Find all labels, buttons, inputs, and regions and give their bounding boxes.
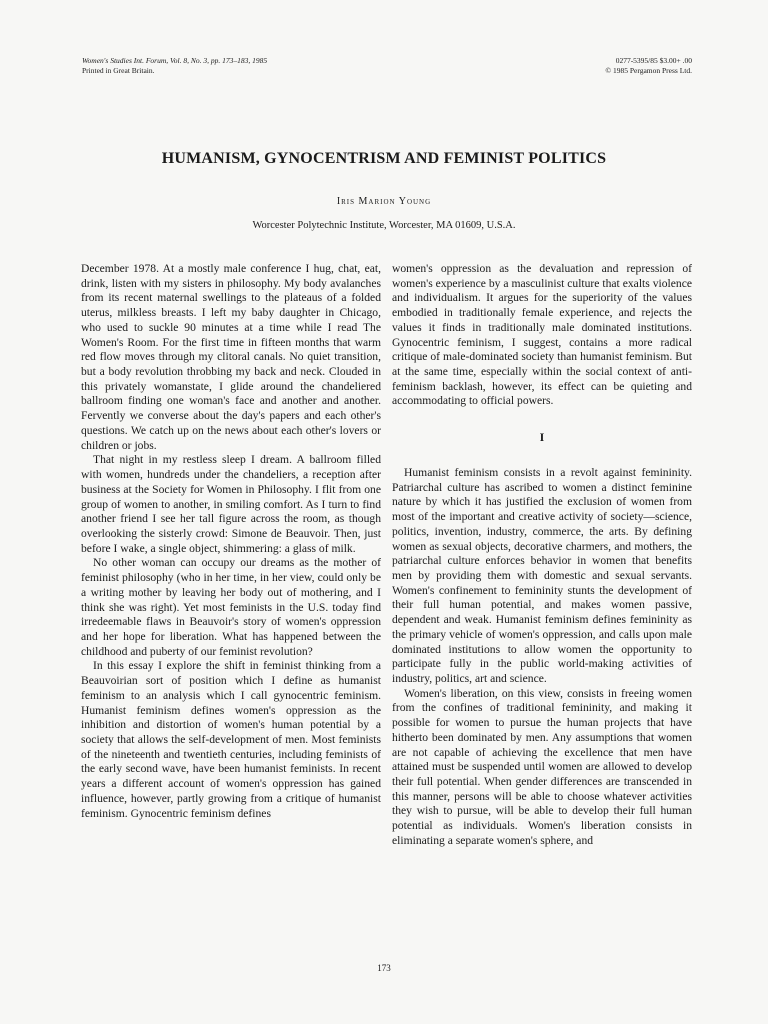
paragraph: women's oppression as the devaluation and repression of women's experience by a masculinist culture that exalts violence and individualism. It argues for the superiority of the values embodied in traditionally female experience, and rejects the values it finds in traditionally male dominated institutions. Gynocentric feminism, I suggest, contains a more radical critique of male-dominated society than humanist feminism. But at the same time, especially within the social context of anti-feminism backlash, however, its effect can be quieting and accommodating to official powers. — [392, 262, 692, 408]
right-column — [392, 262, 692, 849]
journal-header — [82, 56, 267, 76]
section-heading: I — [539, 430, 545, 445]
copyright-header — [605, 56, 692, 76]
journal-citation: Women's Studies Int. Forum, Vol. 8, No. 3, pp. 173–183, 1985 — [82, 56, 268, 65]
copyright-notice: © 1985 Pergamon Press Ltd. — [605, 66, 692, 75]
left-column — [81, 262, 381, 821]
paragraph: That night in my restless sleep I dream. A ballroom filled with women, hundreds under the chandeliers, a reception after business at the Society for Women in Philosophy. I flit from one group of women to another, in smiling comfort. As I turn to find another friend I see her tall figure across the room, as though overlooking the sisterly crowd: Simone de Beauvoir. Then, just before I wake, a single object, shimmering: a glass of milk. — [81, 453, 381, 555]
paragraph: Women's liberation, on this view, consists in freeing women from the confines of traditional femininity, and making it possible for women to pursue the human projects that have hitherto been dominated by men. Any assumptions that women are not capable of achieving the excellence that men have attained must be suspended until women are allowed to develop their full potential. When gender differences are transcended in this manner, persons will be able to choose whatever activities they wish to pursue, will be able to develop their full human potential as individuals. Women's liberation consists in eliminating a separate women's sphere, and — [392, 686, 692, 847]
issn-code: 0277-5395/85 $3.00+ .00 — [615, 56, 692, 65]
paragraph: No other woman can occupy our dreams as the mother of feminist philosophy (who in her time, in her view, could only be a writing mother by leaving her body out of mothering, and I think she was right). Yet most feminists in the U.S. today find irredeemable flaws in Beauvoir's story of women's oppression and her hope for liberation. What has happened between the childhood and puberty of our feminist revolution? — [81, 556, 381, 658]
printed-in: Printed in Great Britain. — [82, 66, 155, 75]
article-author: Iris Marion Young — [336, 196, 432, 207]
paragraph: Humanist feminism consists in a revolt against femininity. Patriarchal culture has ascribed to women a distinct feminine nature by which it has justified the exclusion of women from most of the important and creative activity of society—science, politics, invention, industry, commerce, the arts. By defining women as sexual objects, decorative charmers, and mothers, the patriarchal culture enforces behavior in women that benefits men by providing them with domestic and sexual servants. Women's confinement to femininity stunts the development of their full human potential, and makes women passive, dependent and weak. Humanist feminism defines femininity as the primary vehicle of women's oppression, and calls upon male dominated institutions to allow women the opportunity to participate fully in the public world-making activities of industry, politics, art and science. — [392, 465, 692, 685]
paragraph: December 1978. At a mostly male conference I hug, chat, eat, drink, listen with my sisters in philosophy. My body avalanches from its recent maternal swellings to the plateaus of a folded uterus, milkless breasts. I left my baby daughter in Chicago, who used to suckle 90 minutes at a time while I read The Women's Room. For the first time in fifteen months that warm red flow moves through my clitoral canals. No quiet transition, but a body revolution throbbing my back and neck. Clouded in this privately womanstate, I glide around the chandeliered ballroom finding one woman's face and another and another. Fervently we converse about the day's papers and each other's questions. We catch up on the news about each other's lovers or children or jobs. — [81, 262, 381, 452]
paragraph: In this essay I explore the shift in feminist thinking from a Beauvoirian sort of position which I define as humanist feminism to an analysis which I call gynocentric feminism. Humanist feminism defines women's oppression as the inhibition and distortion of women's human potential by a society that allows the self-development of men. Most feminists of the nineteenth and twentieth centuries, including feminists of the early second wave, have been humanist feminists. In recent years a different account of women's oppression has gained influence, however, partly growing from a critique of humanist feminism. Gynocentric feminism defines — [81, 659, 381, 820]
author-affiliation: Worcester Polytechnic Institute, Worcester, MA 01609, U.S.A. — [252, 220, 516, 231]
article-title: HUMANISM, GYNOCENTRISM AND FEMINIST POLITICS — [161, 150, 607, 167]
page-number: 173 — [377, 963, 391, 973]
